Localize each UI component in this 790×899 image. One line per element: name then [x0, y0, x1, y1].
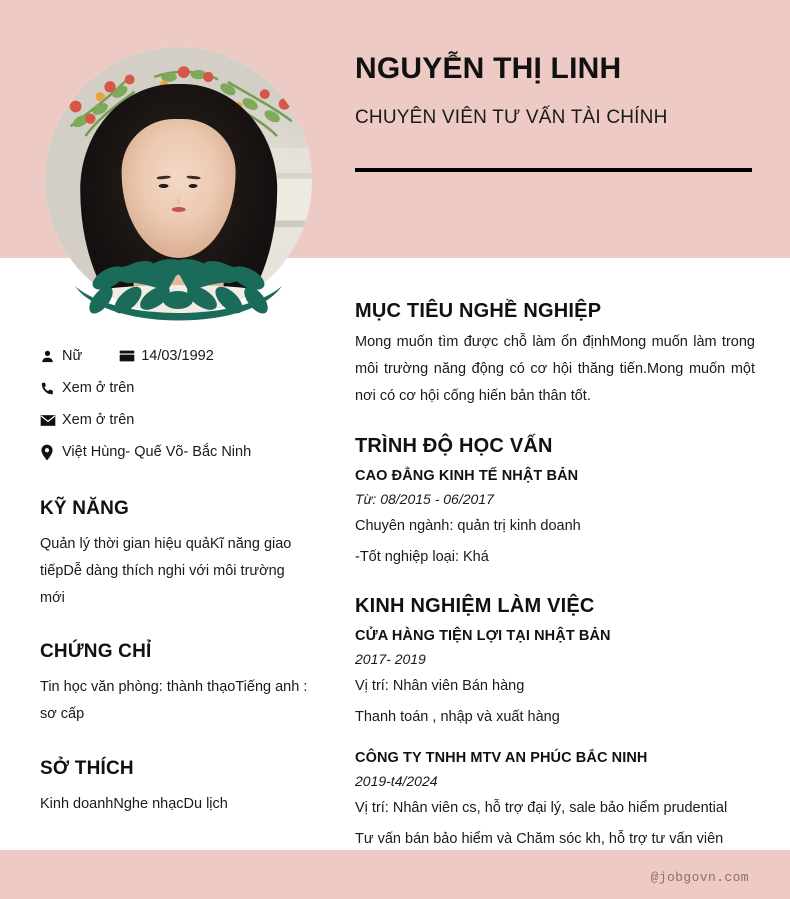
education-detail: -Tốt nghiệp loại: Khá	[355, 549, 489, 566]
watermark: @jobgovn.com	[650, 870, 749, 885]
section-objective	[355, 300, 755, 409]
email-value: Xem ở trên	[62, 412, 135, 428]
experience-org: CỬA HÀNG TIỆN LỢI TẠI NHẬT BẢN	[355, 627, 611, 644]
header-divider	[355, 168, 752, 172]
id-card-icon	[119, 349, 141, 363]
experience-org: CÔNG TY TNHH MTV AN PHÚC BẮC NINH	[355, 750, 648, 767]
section-heading-education: TRÌNH ĐỘ HỌC VẤN	[355, 435, 553, 458]
section-heading-certificates: CHỨNG CHỈ	[40, 641, 152, 663]
experience-entry	[355, 628, 755, 729]
skills-body: Quản lý thời gian hiệu quảKĩ năng giao tiếpDễ dàng thích nghi với môi trường mới	[40, 536, 292, 606]
right-column	[355, 300, 755, 851]
contact-row-phone	[40, 372, 312, 404]
header	[355, 50, 755, 129]
dob-value: 14/03/1992	[141, 348, 214, 364]
experience-date: 2017- 2019	[355, 650, 426, 667]
objective-body: Mong muốn tìm được chỗ làm ổn địnhMong muốn làm trong môi trường năng động có cơ hội thăng tiến.Mong muốn một nơi có cơ hội cống hiến bản thân tốt.	[355, 334, 755, 404]
experience-detail: Thanh toán , nhập và xuất hàng	[355, 708, 560, 725]
gender-value: Nữ	[62, 348, 83, 364]
address-value: Việt Hùng- Quế Võ- Bắc Ninh	[62, 444, 252, 460]
person-icon	[40, 349, 62, 364]
job-title: CHUYÊN VIÊN TƯ VẤN TÀI CHÍNH	[355, 106, 668, 128]
experience-detail: Vị trí: Nhân viên cs, hỗ trợ đại lý, sale bảo hiểm prudential	[355, 800, 728, 817]
contact-row-email	[40, 404, 312, 436]
hobbies-body: Kinh doanhNghe nhạcDu lịch	[40, 796, 228, 813]
education-org: CAO ĐẲNG KINH TẾ NHẬT BẢN	[355, 468, 579, 485]
education-date: Từ: 08/2015 - 06/2017	[355, 491, 494, 508]
avatar-image	[45, 47, 312, 314]
section-heading-hobbies: SỞ THÍCH	[40, 758, 134, 780]
experience-detail: Tư vấn bán bảo hiểm và Chăm sóc kh, hỗ trợ tư vấn viên	[355, 831, 724, 848]
contact-row-gender-dob	[40, 340, 312, 372]
section-heading-skills: KỸ NĂNG	[40, 498, 130, 519]
location-pin-icon	[40, 444, 62, 461]
experience-detail: Vị trí: Nhân viên Bán hàng	[355, 677, 525, 694]
section-heading-objective: MỤC TIÊU NGHỀ NGHIỆP	[355, 300, 602, 322]
avatar	[45, 47, 312, 314]
education-detail: Chuyên ngành: quản trị kinh doanh	[355, 518, 581, 535]
left-column	[40, 340, 312, 818]
section-education	[355, 435, 755, 569]
education-entry	[355, 468, 755, 569]
experience-date: 2019-t4/2024	[355, 773, 438, 790]
phone-icon	[40, 381, 62, 396]
contact-row-address	[40, 436, 312, 468]
envelope-icon	[40, 414, 62, 427]
section-heading-experience: KINH NGHIỆM LÀM VIỆC	[355, 594, 595, 617]
section-experience	[355, 595, 755, 851]
experience-entry	[355, 750, 755, 851]
certificates-body: Tin học văn phòng: thành thạoTiếng anh : sơ cấp	[40, 679, 308, 723]
phone-value: Xem ở trên	[62, 380, 135, 396]
page-title: NGUYỄN THỊ LINH	[355, 52, 622, 85]
